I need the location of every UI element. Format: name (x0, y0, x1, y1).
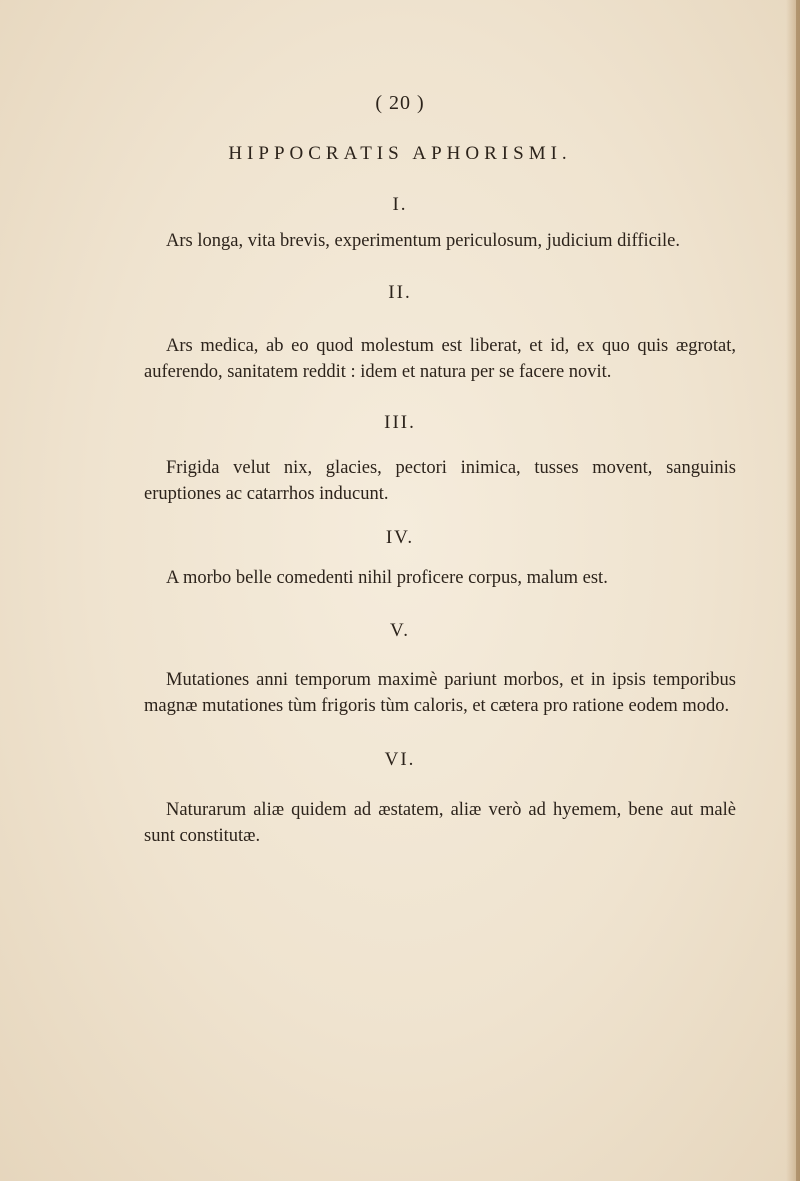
aphorism-text: Naturarum aliæ quidem ad æstatem, aliæ verò ad hyemem, bene aut malè sunt constitutæ. (144, 800, 736, 846)
aphorism-number: IV. (385, 527, 415, 548)
aphorism-number: II. (388, 282, 412, 303)
aphorism-number: VI. (384, 749, 416, 770)
aphorism-text: Ars longa, vita brevis, experimentum periculosum, judicium difficile. (166, 231, 680, 251)
aphorism-number: I. (392, 194, 408, 215)
aphorism-number: V. (389, 620, 411, 641)
aphorism-text: Ars medica, ab eo quod molestum est liberat, et id, ex quo quis ægrotat, auferendo, sanitatem reddit : idem et natura per se facere novit. (144, 336, 736, 382)
aphorism-text: Frigida velut nix, glacies, pectori inimica, tusses movent, sanguinis eruptiones ac catarrhos inducunt. (144, 458, 736, 504)
aphorism-text: A morbo belle comedenti nihil proficere corpus, malum est. (166, 568, 608, 588)
page-edge-shadow (796, 0, 800, 1181)
page-number: ( 20 ) (375, 92, 425, 114)
aphorism-number: III. (384, 412, 416, 433)
page-title: HIPPOCRATIS APHORISMI. (228, 143, 572, 164)
aphorism-text: Mutationes anni temporum maximè pariunt morbos, et in ipsis temporibus magnæ mutationes tùm frigoris tùm caloris, et cætera pro ratione eodem modo. (144, 670, 736, 716)
